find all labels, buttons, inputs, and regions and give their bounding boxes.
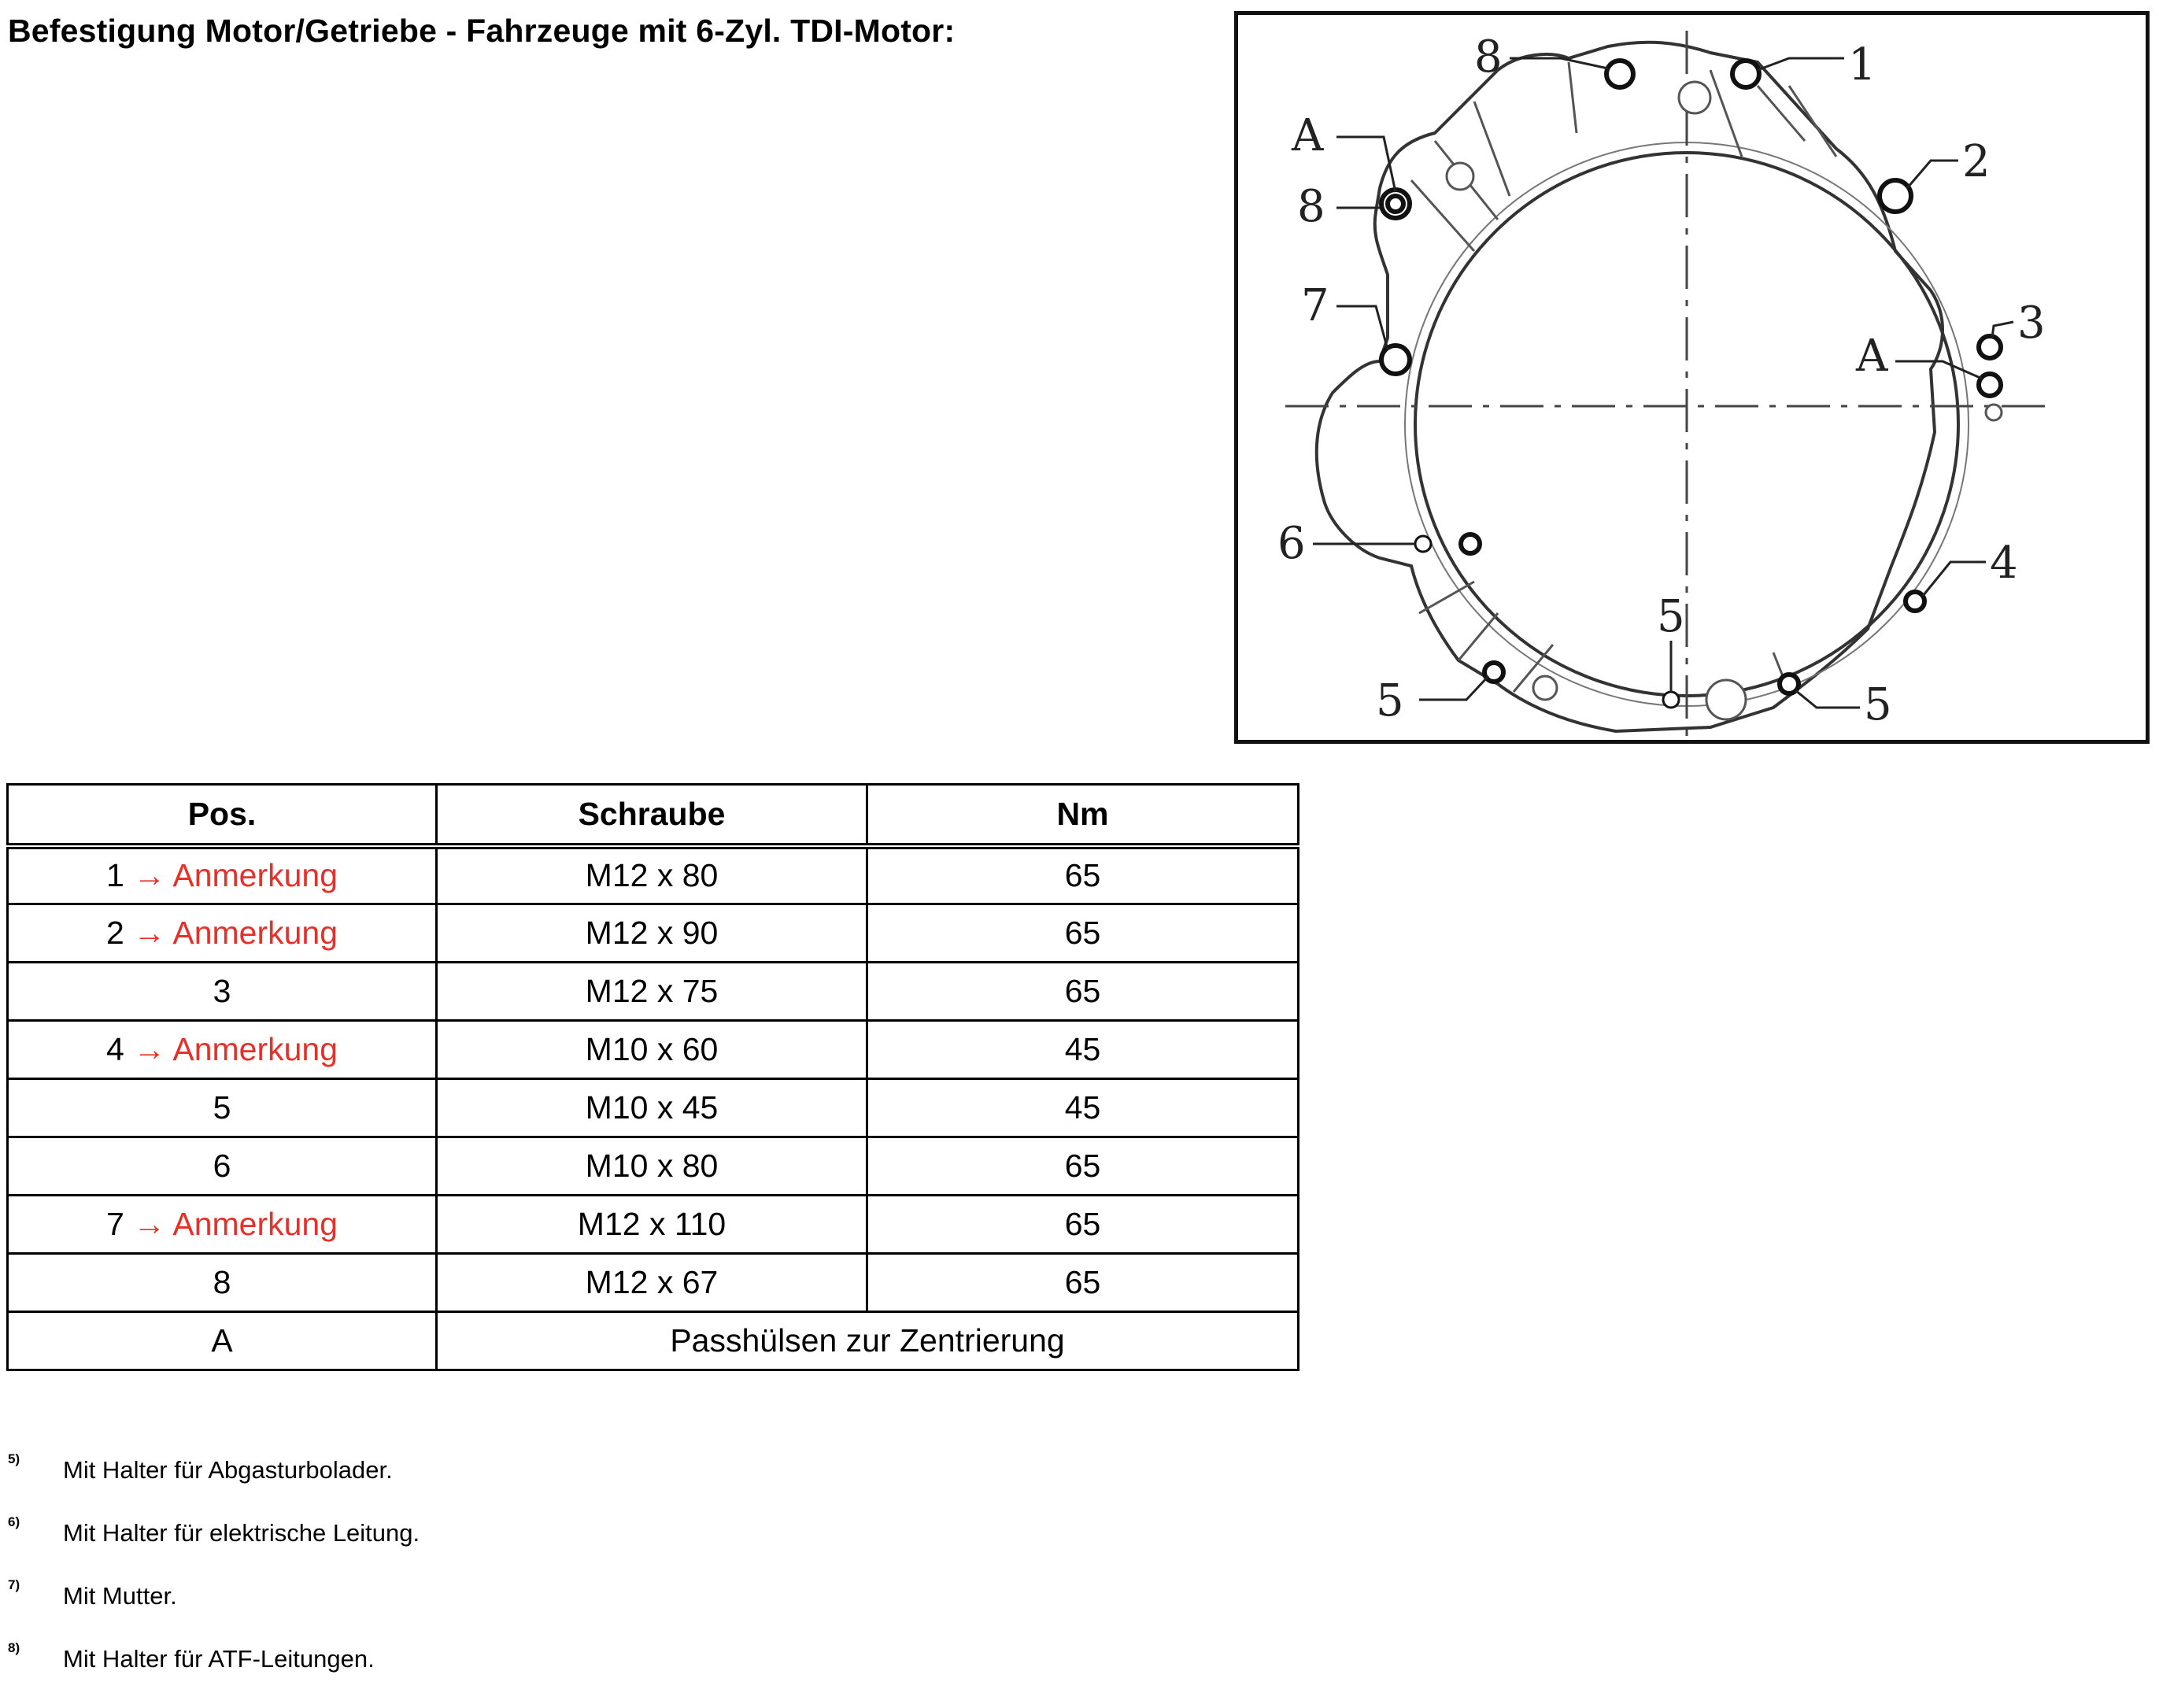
table-header-row [8,785,1299,846]
table-row [8,1254,1299,1312]
torque-table [6,783,1299,1371]
header-pos: Pos. [8,785,437,846]
pos-cell: 2 → Anmerkung [8,904,437,963]
pos-cell: 7 → Anmerkung [8,1196,437,1254]
footnote-text: Mit Halter für ATF-Leitungen. [63,1645,375,1673]
footnote-text: Mit Halter für Abgasturbolader. [63,1456,393,1484]
header-nm: Nm [867,785,1299,846]
header-schraube: Schraube [437,785,867,846]
callout-1: 1 [1848,39,1876,91]
callout-5-bottom: 5 [1657,591,1685,642]
pos-cell: 8 [8,1254,437,1312]
bolt-hole-7 [1381,346,1410,374]
schraube-cell: M10 x 80 [437,1137,867,1196]
pos-cell: 1 → Anmerkung [8,846,437,904]
callout-4: 4 [1990,538,2018,589]
description-cell: Passhülsen zur Zentrierung [437,1312,1299,1370]
table-row [8,846,1299,904]
pos-cell: 6 [8,1137,437,1196]
table-row [8,1079,1299,1137]
bellhousing-drawing [1238,15,2146,740]
pos-cell: A [8,1312,437,1370]
nm-cell: 65 [867,1196,1299,1254]
schraube-cell: M10 x 60 [437,1021,867,1079]
nm-cell: 65 [867,904,1299,963]
bolt-hole-1 [1732,61,1759,87]
table-row [8,963,1299,1021]
nm-cell: 65 [867,846,1299,904]
bolt-hole-4 [1906,592,1924,611]
bolt-hole-8-top [1606,61,1633,87]
nm-cell: 65 [867,963,1299,1021]
pos-cell: 3 [8,963,437,1021]
bolt-pattern-diagram [1234,11,2150,744]
footnote-mark: 5) [8,1451,20,1466]
page-title: Befestigung Motor/Getriebe - Fahrzeuge mit 6-Zyl. TDI-Motor: [8,13,956,49]
callout-6: 6 [1277,518,1306,569]
anmerkung-link[interactable]: → Anmerkung [133,1031,338,1067]
callout-a-right: A [1856,331,1888,382]
footnote-mark: 8) [8,1640,20,1655]
footnote-text: Mit Halter für elektrische Leitung. [63,1519,420,1547]
flange-outline [1317,43,1943,731]
table-row [8,1137,1299,1196]
schraube-cell: M12 x 110 [437,1196,867,1254]
callout-7: 7 [1301,280,1329,331]
schraube-cell: M12 x 75 [437,963,867,1021]
nm-cell: 65 [867,1254,1299,1312]
nm-cell: 45 [867,1021,1299,1079]
table-row [8,1196,1299,1254]
pos-cell: 4 → Anmerkung [8,1021,437,1079]
pos-cell: 5 [8,1079,437,1137]
callout-3: 3 [2017,298,2046,349]
bolt-hole-5-bottom [1663,692,1679,708]
anmerkung-link[interactable]: → Anmerkung [133,915,338,951]
callout-5-right: 5 [1864,679,1892,730]
bolt-hole-3 [1979,336,2001,358]
bolt-hole-2 [1880,180,1911,212]
schraube-cell: M12 x 67 [437,1254,867,1312]
table-row [8,904,1299,963]
bolt-hole-a-right [1979,374,2001,396]
footnote-mark: 7) [8,1577,20,1592]
footnote-mark: 6) [8,1514,20,1529]
anmerkung-link[interactable]: → Anmerkung [133,857,338,894]
bolt-hole-a-left [1388,196,1403,212]
schraube-cell: M12 x 90 [437,904,867,963]
callout-5-left: 5 [1376,675,1404,726]
table-row-a [8,1312,1299,1370]
callout-2: 2 [1962,136,1991,187]
nm-cell: 65 [867,1137,1299,1196]
schraube-cell: M12 x 80 [437,846,867,904]
footnote-text: Mit Mutter. [63,1582,177,1610]
anmerkung-link[interactable]: → Anmerkung [133,1206,338,1242]
schraube-cell: M10 x 45 [437,1079,867,1137]
callout-8-top: 8 [1474,31,1503,83]
bolt-hole-6 [1415,536,1431,552]
callout-8-left: 8 [1297,181,1325,232]
callout-a-left: A [1292,110,1324,161]
nm-cell: 45 [867,1079,1299,1137]
table-row [8,1021,1299,1079]
